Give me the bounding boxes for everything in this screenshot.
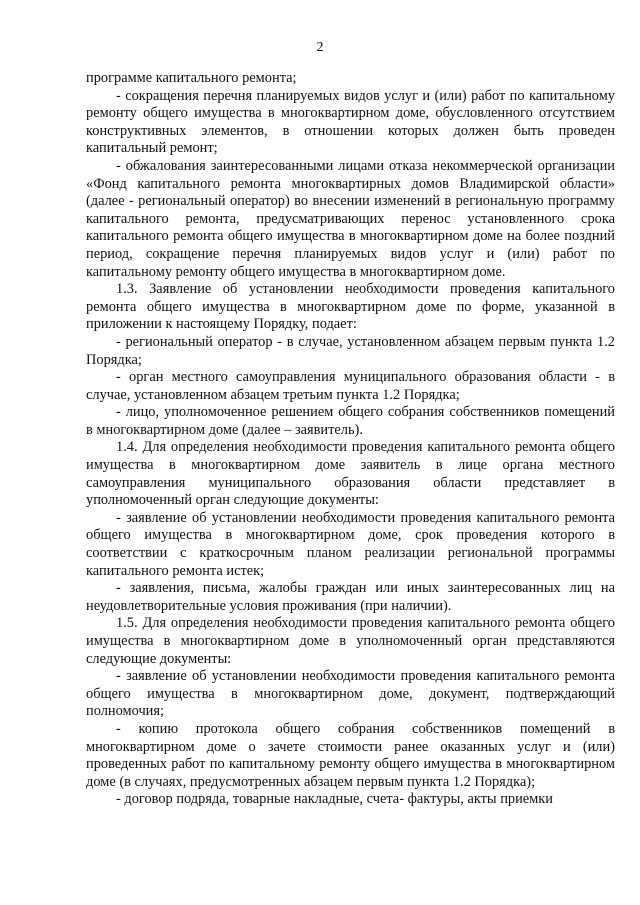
paragraph-application-expired-term: - заявление об установлении необходимости проведения капитального ремонта общего имущества в многоквартирном доме, срок проведения которого в соответствии с краткосрочным планом реализации региональной программы капитального ремонта истек; [86,509,615,579]
page-number: 2 [316,40,324,55]
paragraph-authorized-person: - лицо, уполномоченное решением общего собрания собственников помещений в многоквартирном доме (далее – заявитель). [86,404,615,438]
paragraph-1-5: 1.5. Для определения необходимости проведения капитального ремонта общего имущества в многоквартирном доме в уполномоченный орган представляются следующие документы: [86,615,615,667]
paragraph-contract-documents: - договор подряда, товарные накладные, счета- фактуры, акты приемки [116,791,553,808]
paragraph-reduction-of-works: - сокращения перечня планируемых видов услуг и (или) работ по капитальному ремонту общего имущества в многоквартирном доме, обусловленного отсутствием конструктивных элементов, в отношении которых должен быть проведен капитальный ремонт; [86,87,615,157]
paragraph-regional-operator: - региональный оператор - в случае, установленном абзацем первым пункта 1.2 Порядка; [86,333,615,368]
paragraph-protocol-copy: - копию протокола общего собрания собственников помещений в многоквартирном доме о зачете стоимости ранее оказанных услуг и (или) проведенных работ по капитальному ремонту общего имущества в многоквартирном доме (в случаях, предусмотренных абзацем первым пункта 1.2 Порядка); [86,720,615,790]
paragraph-1-4: 1.4. Для определения необходимости проведения капитального ремонта общего имущества в многоквартирном доме заявитель в лице органа местного самоуправления муниципального образования области представляет в уполномоченный орган следующие документы: [86,439,615,509]
paragraph-application-authority: - заявление об установлении необходимости проведения капитального ремонта общего имущества в многоквартирном доме, документ, подтверждающий полномочия; [86,668,615,720]
paragraph-local-government: - орган местного самоуправления муниципального образования области - в случае, установленном абзацем третьим пункта 1.2 Порядка; [86,369,615,403]
paragraph-continuation: программе капитального ремонта; [86,70,297,86]
paragraph-complaints: - заявления, письма, жалобы граждан или иных заинтересованных лиц на неудовлетворительные условия проживания (при наличии). [86,580,615,614]
paragraph-1-3: 1.3. Заявление об установлении необходимости проведения капитального ремонта общего имущества в многоквартирном доме по форме, указанной в приложении к настоящему Порядку, подает: [86,281,615,333]
paragraph-appeal-of-refusal: - обжалования заинтересованными лицами отказа некоммерческой организации «Фонд капитального ремонта многоквартирных домов Владимирской области» (далее - региональный оператор) во внесении изменений в региональную программу капитального ремонта, предусматривающих перенос установленного срока капитального ремонта общего имущества в многоквартирном доме на более поздний период, сокращение перечня планируемых видов услуг и (или) работ по капитальному ремонту общего имущества в многоквартирном доме. [86,157,615,280]
document-body [86,70,615,809]
